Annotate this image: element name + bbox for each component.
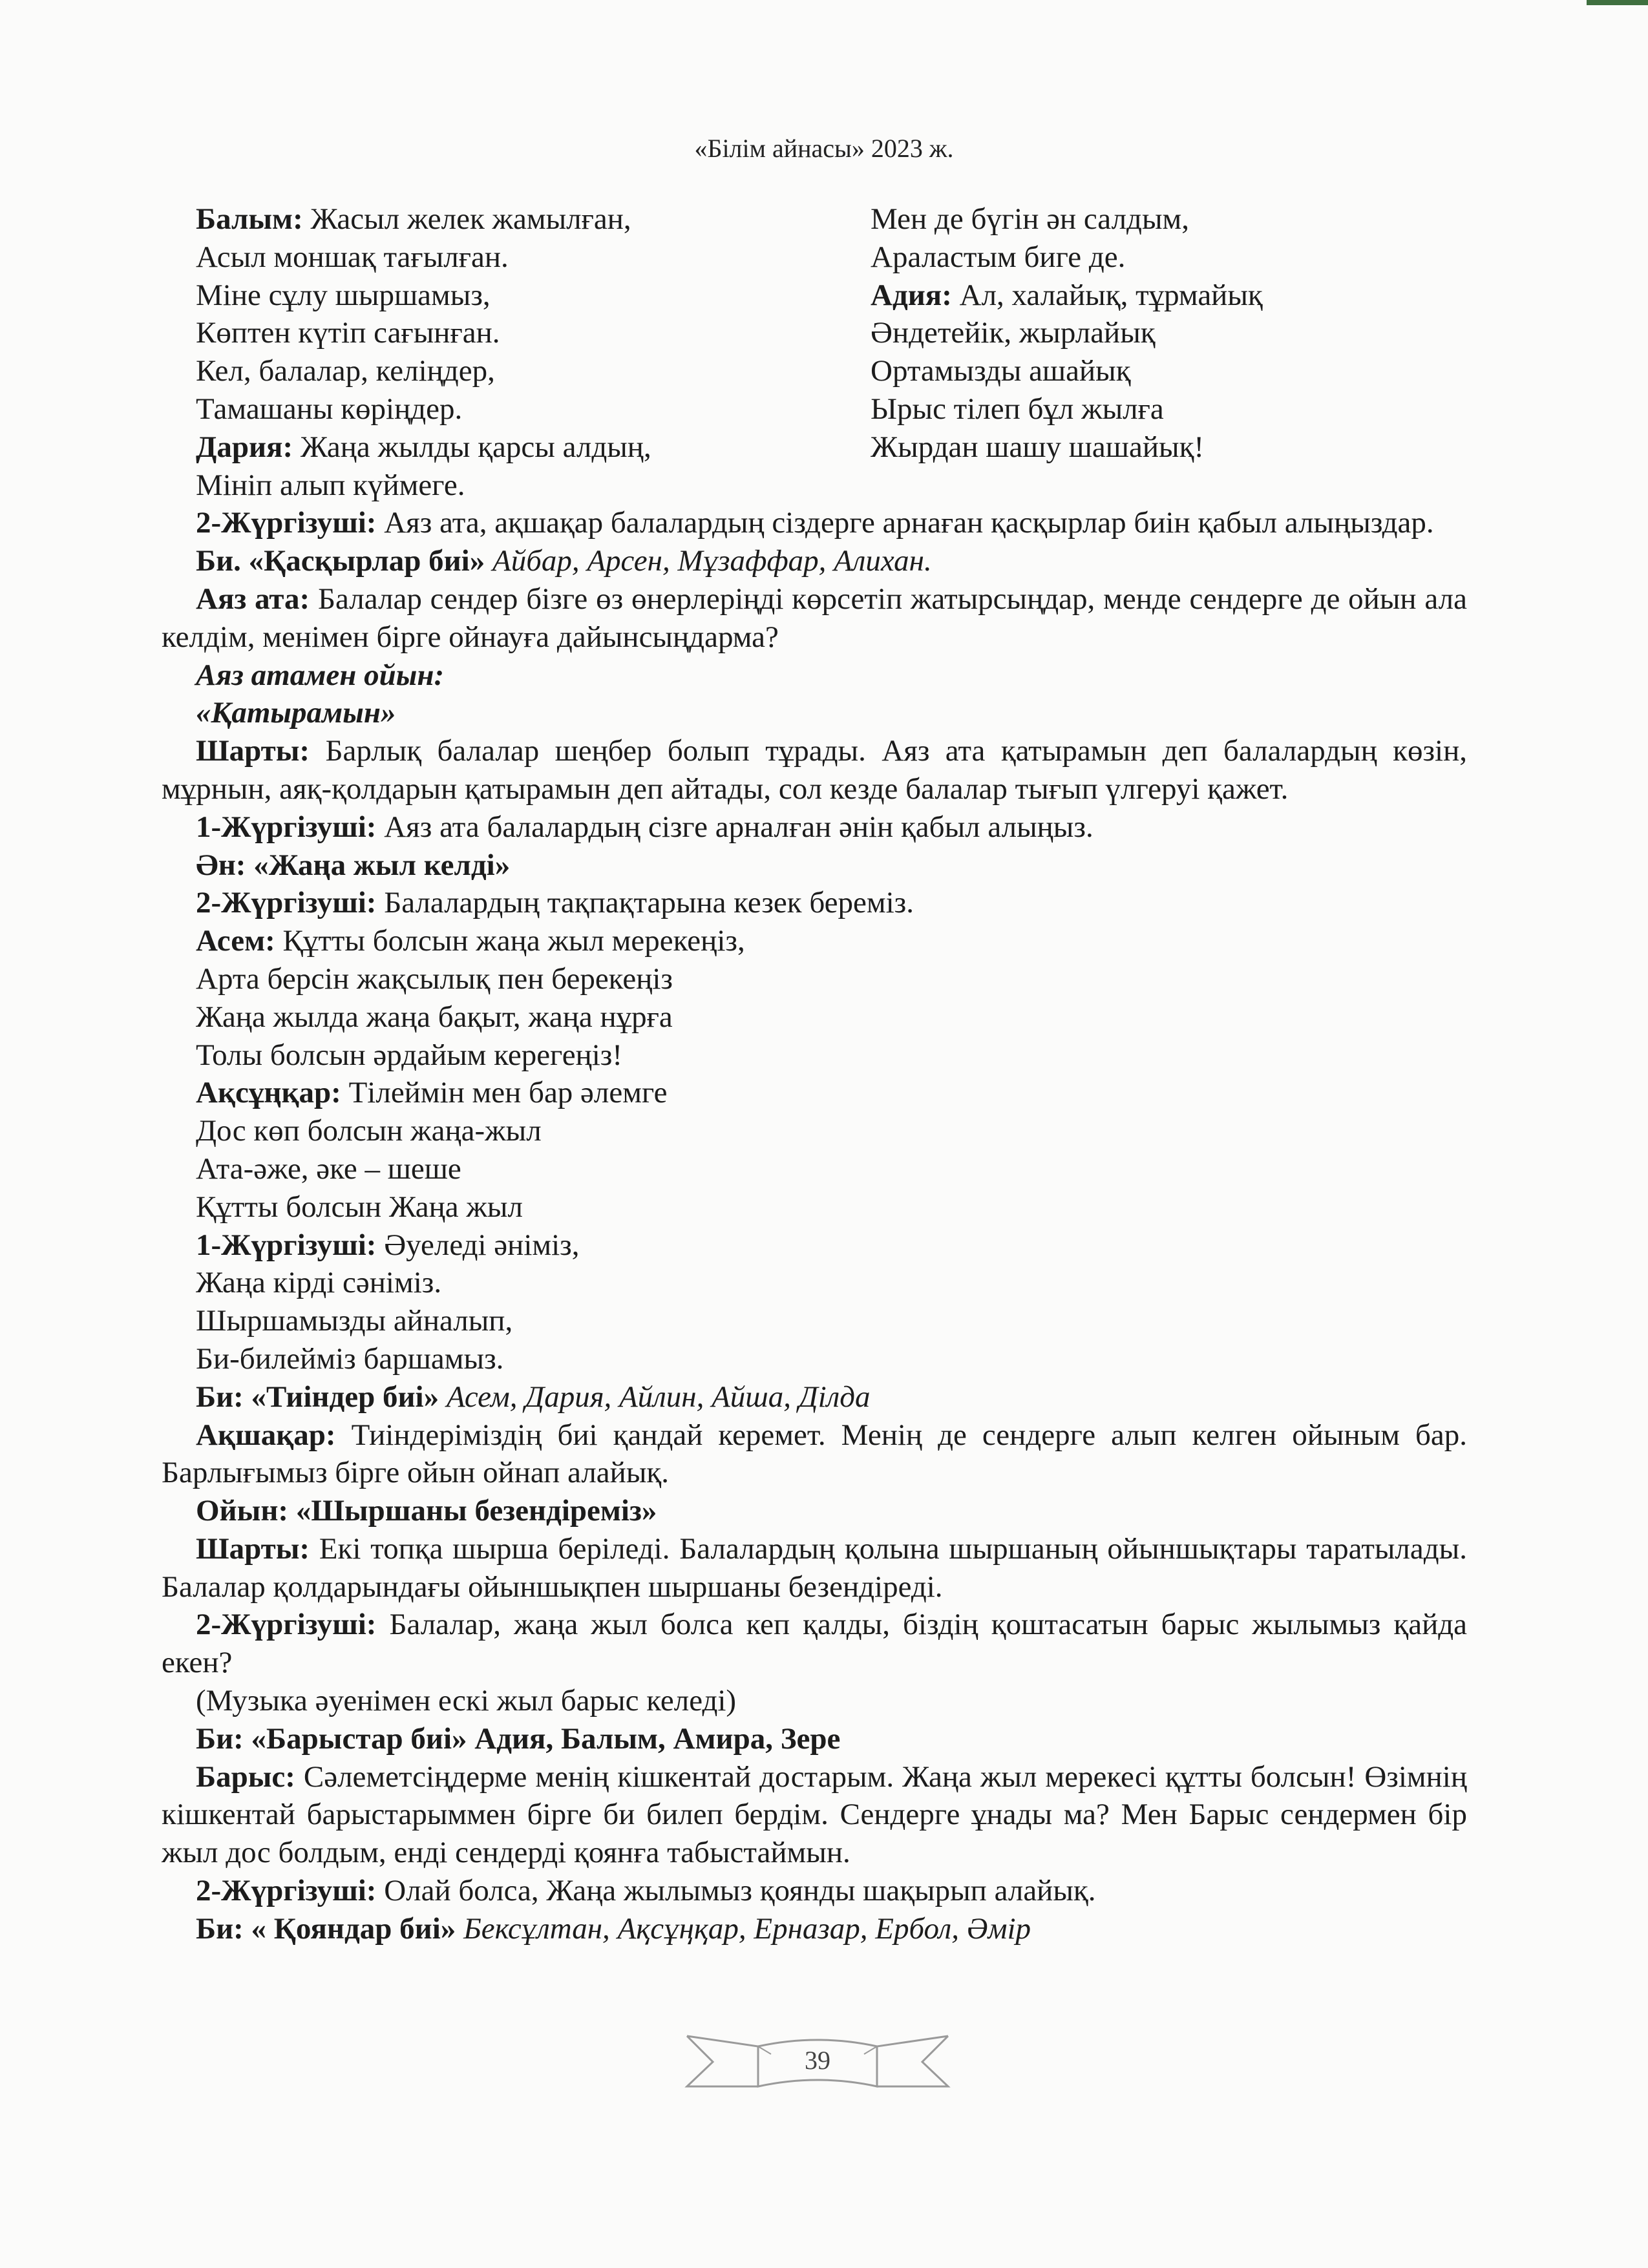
page-number-ribbon <box>682 2024 953 2095</box>
poem-line: Шыршамызды айналып, <box>196 1304 513 1338</box>
poem-line: Кел, балалар, келіңдер, <box>196 354 495 388</box>
poem-line: Арта берсін жақсылық пен берекеңіз <box>196 961 673 996</box>
speaker-name: Дария: <box>196 430 293 464</box>
dance-title: Би. «Қасқырлар биі» <box>196 544 485 578</box>
poem-line <box>162 922 1467 960</box>
poem-line: Араластым биге де. <box>871 240 1126 274</box>
poem-line: Міне сұлу шыршамыз, <box>196 278 491 312</box>
paragraph-text: Балалар сендер бізге өз өнерлеріңді көрсетіп жатырсыңдар, менде сендерге де ойын ала келдім, менімен бірге ойнауға дайынсыңдарма? <box>162 582 1467 654</box>
poem-line: Ортамызды ашайық <box>871 354 1131 388</box>
poem-line <box>162 428 871 467</box>
speaker-name: 1-Жүргізуші: <box>196 1228 377 1262</box>
poem-column-right <box>871 200 1467 504</box>
game-title <box>162 694 1467 732</box>
paragraph <box>162 732 1467 808</box>
speaker-name: 2-Жүргізуші: <box>196 1874 377 1908</box>
speaker-name: Шарты: <box>196 734 310 768</box>
paragraph <box>162 1872 1467 1910</box>
song-title <box>162 846 1467 885</box>
poem-line: Дос көп болсын жаңа-жыл <box>196 1114 542 1148</box>
line-text: Жасыл желек жамылған, <box>302 202 631 236</box>
paragraph-text: Екі топқа шырша беріледі. Балалардың қолына шыршаның ойыншықтары таратылады. Балалар қолдарындағы ойыншықпен шыршаны безендіреді. <box>162 1531 1467 1604</box>
document-body <box>162 200 1467 1948</box>
paragraph-text: Аяз ата балалардың сізге арналған әнін қабыл алыңыз. <box>376 810 1093 844</box>
line-text: Құтты болсын жаңа жыл мерекеңіз, <box>275 924 745 958</box>
line-text: Жаңа жылды қарсы алдың, <box>293 430 651 464</box>
poem-line: Әндетейік, жырлайық <box>871 316 1156 350</box>
paragraph-text: Тиіндеріміздің биі қандай керемет. Менің де сендерге алып келген ойыным бар. Барлығымыз бірге ойын ойнап алайық. <box>162 1418 1467 1490</box>
page-number: 39 <box>805 2046 830 2075</box>
paragraph <box>162 580 1467 656</box>
paragraph-text: Олай болса, Жаңа жылымыз қоянды шақырып алайық. <box>376 1874 1096 1908</box>
speaker-name: 1-Жүргізуші: <box>196 810 377 844</box>
line-text: Ал, халайық, тұрмайық <box>951 278 1263 312</box>
poem-line: Ата-әже, әке – шеше <box>196 1151 461 1186</box>
paragraph <box>162 1378 1467 1416</box>
game-heading <box>162 656 1467 695</box>
speaker-name: Асем: <box>196 924 275 958</box>
speaker-name: 2-Жүргізуші: <box>196 1608 377 1642</box>
poem-line: Жаңа кірді сәніміз. <box>196 1266 442 1300</box>
poem-line: Жырдан шашу шашайық! <box>871 430 1205 464</box>
poem-line: Асыл моншақ тағылған. <box>196 240 509 274</box>
paragraph <box>162 1416 1467 1493</box>
poem-line: Мініп алып күймеге. <box>196 468 465 502</box>
poem-line: Жаңа жылда жаңа бақыт, жаңа нұрға <box>196 1000 673 1034</box>
paragraph-text: Аяз ата, ақшақар балалардың сіздерге арнаған қасқырлар биін қабыл алыңыздар. <box>376 506 1434 540</box>
paragraph <box>162 808 1467 846</box>
heading-text: Би: «Барыстар биі» Адия, Балым, Амира, Зере <box>196 1721 841 1756</box>
poem-line <box>162 200 871 238</box>
paragraph-text: Сәлеметсіңдерме менің кішкентай достарым. Жаңа жыл мерекесі құтты болсын! Өзімнің кішкентай барыстарыммен бірге би билеп бердім. Сендерге ұнады ма? Мен Барыс сендермен бір жыл дос болдым, енді сендерді қоянға табыстаймын. <box>162 1759 1467 1870</box>
corner-mark <box>1587 0 1648 5</box>
speaker-name: Адия: <box>871 278 952 312</box>
paragraph <box>162 1606 1467 1682</box>
paragraph-text: Балалар, жаңа жыл болса кеп қалды, біздің қоштасатын барыс жылымыз қайда екен? <box>162 1608 1467 1680</box>
speaker-name: Аяз ата: <box>196 582 310 616</box>
poem-line: Толы болсын әрдайым керегеңіз! <box>196 1038 622 1072</box>
heading-text: Ән: «Жаңа жыл келді» <box>196 848 511 882</box>
speaker-name: Ақсұңқар: <box>196 1076 341 1110</box>
performers: Айбар, Арсен, Мұзаффар, Алихан. <box>485 544 932 578</box>
paragraph <box>162 504 1467 542</box>
heading-text: «Қатырамын» <box>196 696 396 730</box>
poem-line: Ырыс тілеп бұл жылға <box>871 392 1164 426</box>
paragraph <box>162 1758 1467 1872</box>
paragraph <box>162 542 1467 580</box>
heading-text: Ойын: «Шыршаны безендіреміз» <box>196 1494 657 1528</box>
speaker-name: Барыс: <box>196 1759 295 1794</box>
page-header: «Білім айнасы» 2023 ж. <box>694 134 954 163</box>
paragraph-text: Балалардың тақпақтарына кезек береміз. <box>376 886 914 920</box>
poem-line <box>162 1226 1467 1265</box>
speaker-name: Шарты: <box>196 1531 310 1566</box>
poem-columns <box>162 200 1467 504</box>
speaker-name: Ақшақар: <box>196 1418 336 1452</box>
performers: Бексұлтан, Ақсұңқар, Ерназар, Ербол, Әмір <box>456 1911 1031 1946</box>
poem-line: Мен де бүгін ән салдым, <box>871 202 1190 236</box>
stage-direction: (Музыка әуенімен ескі жыл барыс келеді) <box>196 1684 737 1718</box>
poem-column-left <box>162 200 871 504</box>
paragraph <box>162 1530 1467 1606</box>
line-text: Әуеледі әніміз, <box>376 1228 580 1262</box>
performers: Асем, Дария, Айлин, Айша, Ділда <box>439 1380 871 1414</box>
poem-line <box>162 1074 1467 1112</box>
line-text: Тілеймін мен бар әлемге <box>341 1076 668 1110</box>
poem-line: Би-билейміз баршамыз. <box>196 1341 504 1376</box>
poem-line <box>871 277 1467 315</box>
dance-title: Би: «Тиіндер биі» <box>196 1380 439 1414</box>
paragraph <box>162 1910 1467 1948</box>
speaker-name: 2-Жүргізуші: <box>196 886 377 920</box>
poem-line: Құтты болсын Жаңа жыл <box>196 1190 523 1224</box>
heading-text: Аяз атамен ойын: <box>196 658 445 692</box>
poem-line: Көптен күтіп сағынған. <box>196 316 500 350</box>
poem-line: Тамашаны көріңдер. <box>196 392 463 426</box>
paragraph-text: Барлық балалар шеңбер болып тұрады. Аяз ата қатырамын деп балалардың көзін, мұрнын, аяқ-қолдарын қатырамын деп айтады, сол кезде балалар тығып үлгеруі қажет. <box>162 734 1467 806</box>
speaker-name: Балым: <box>196 202 303 236</box>
dance-title <box>162 1720 1467 1758</box>
dance-title: Би: « Қояндар биі» <box>196 1911 456 1946</box>
paragraph <box>162 884 1467 922</box>
speaker-name: 2-Жүргізуші: <box>196 506 377 540</box>
game-title <box>162 1492 1467 1530</box>
